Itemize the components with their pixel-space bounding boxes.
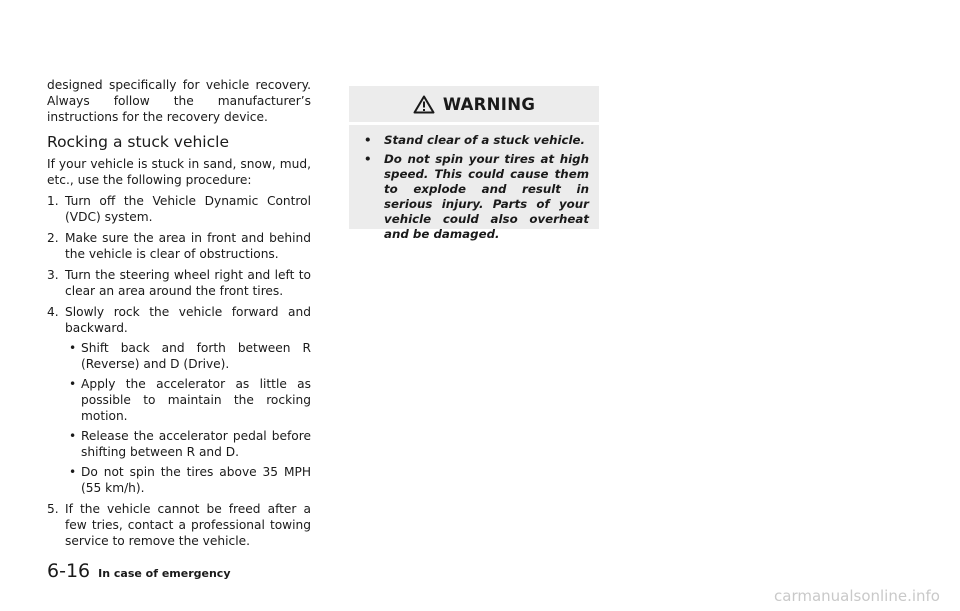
bullet-icon: • <box>69 465 77 479</box>
section-heading: Rocking a stuck vehicle <box>47 133 229 151</box>
step-text: If the vehicle cannot be freed after a few tries, contact a professional towing service to remove the vehicle. <box>65 502 311 548</box>
warning-body <box>349 125 599 242</box>
step-2 <box>47 230 311 262</box>
substep-text: Shift back and forth between R (Reverse) and D (Drive). <box>81 341 311 371</box>
section-name: In case of emergency <box>98 567 231 580</box>
substep-list <box>65 340 311 496</box>
step-text: Turn the steering wheel right and left to clear an area around the front tires. <box>65 268 311 298</box>
watermark: carmanualsonline.info <box>774 587 940 605</box>
substep-text: Do not spin the tires above 35 MPH (55 km/h). <box>81 465 311 495</box>
step-text: Slowly rock the vehicle forward and backward. <box>65 305 311 335</box>
step-text: Make sure the area in front and behind the vehicle is clear of obstructions. <box>65 231 311 261</box>
warning-header <box>349 86 599 125</box>
substep-item <box>65 464 311 496</box>
warning-triangle-icon <box>413 95 435 114</box>
bullet-icon: • <box>69 429 77 443</box>
warning-text: Stand clear of a stuck vehicle. <box>384 133 586 147</box>
substep-text: Release the accelerator pedal before shifting between R and D. <box>81 429 311 459</box>
warning-item <box>364 152 589 242</box>
warning-box <box>349 86 599 241</box>
bullet-icon: • <box>69 377 77 391</box>
step-number: 3. <box>47 268 59 282</box>
step-body <box>65 304 311 496</box>
bullet-icon: • <box>364 152 372 166</box>
step-4 <box>47 304 311 496</box>
substep-item <box>65 428 311 460</box>
page-number: 6-16 <box>47 560 91 582</box>
substep-item <box>65 376 311 424</box>
substep-text: Apply the accelerator as little as possible to maintain the rocking motion. <box>81 377 311 423</box>
page-footer <box>47 560 231 582</box>
step-3 <box>47 267 311 299</box>
intro-paragraph: designed specifically for vehicle recovery. Always follow the manufacturer’s instructions for the recovery device. <box>47 78 311 124</box>
warning-title: WARNING <box>442 94 536 114</box>
step-number: 1. <box>47 194 59 208</box>
bullet-icon: • <box>364 133 372 147</box>
step-1 <box>47 193 311 225</box>
step-number: 4. <box>47 305 59 319</box>
substep-item <box>65 340 311 372</box>
procedure-intro: If your vehicle is stuck in sand, snow, mud, etc., use the following procedure: <box>47 157 311 187</box>
step-text: Turn off the Vehicle Dynamic Control (VDC) system. <box>65 194 311 224</box>
step-number: 5. <box>47 502 59 516</box>
warning-text: Do not spin your tires at high speed. This could cause them to explode and result in serious injury. Parts of your vehicle could also overheat and be damaged. <box>384 152 589 241</box>
left-column <box>47 77 311 549</box>
bullet-icon: • <box>69 341 77 355</box>
step-5 <box>47 501 311 549</box>
step-number: 2. <box>47 231 59 245</box>
warning-item <box>364 133 589 148</box>
